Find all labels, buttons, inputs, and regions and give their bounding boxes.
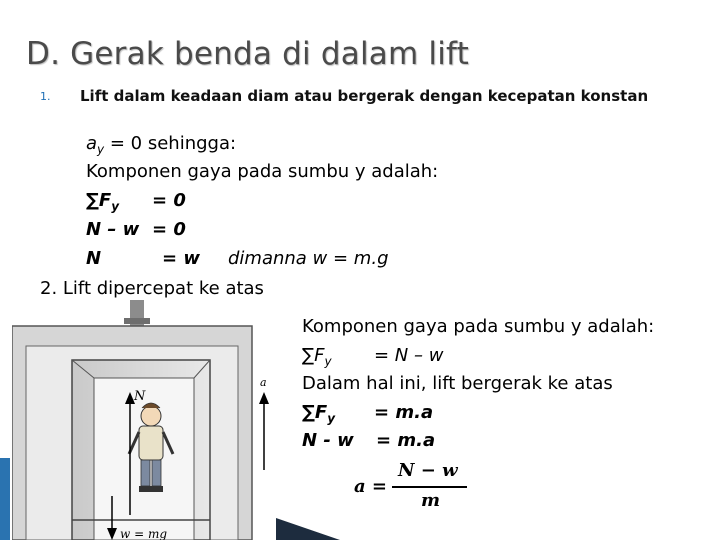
equation-n-minus-w-ma: N - w = m.a	[302, 430, 436, 451]
corner-decoration	[0, 458, 340, 540]
fraction-denominator: m	[421, 490, 441, 511]
text-komponen-gaya: Komponen gaya pada sumbu y adalah:	[86, 161, 439, 182]
fraction-numerator: N − w	[398, 460, 458, 481]
equation-ay-zero: $a_y = 0$ sehingga:	[86, 133, 237, 157]
label-w: w = mg	[120, 527, 168, 540]
equation-n-minus-w: N – w = 0	[86, 219, 186, 240]
fraction-a-label: a =	[354, 476, 388, 497]
item-number-1: 1.	[40, 90, 51, 103]
item-1-heading: Lift dalam keadaan diam atau bergerak dengan kecepatan konstan	[80, 87, 649, 105]
section-2-heading: 2. Lift dipercepat ke atas	[40, 278, 264, 299]
equation-sum-fy-ma: $\sum F_y$ = m.a	[302, 402, 434, 426]
page-title: D. Gerak benda di dalam lift	[26, 36, 469, 72]
fraction-bar	[392, 486, 467, 488]
equation-n-equals-w: N = w dimanna w = m.g	[86, 248, 389, 269]
text-lift-bergerak: Dalam hal ini, lift bergerak ke atas	[302, 373, 613, 394]
text-komponen-gaya-2: Komponen gaya pada sumbu y adalah:	[302, 316, 655, 337]
equation-sum-fy: $\sum F_y$ = 0	[86, 190, 186, 214]
equation-sum-fy-2: $\sum F_y$ = N – w	[302, 345, 444, 369]
label-n: N	[134, 389, 146, 404]
label-a: a	[260, 376, 267, 389]
